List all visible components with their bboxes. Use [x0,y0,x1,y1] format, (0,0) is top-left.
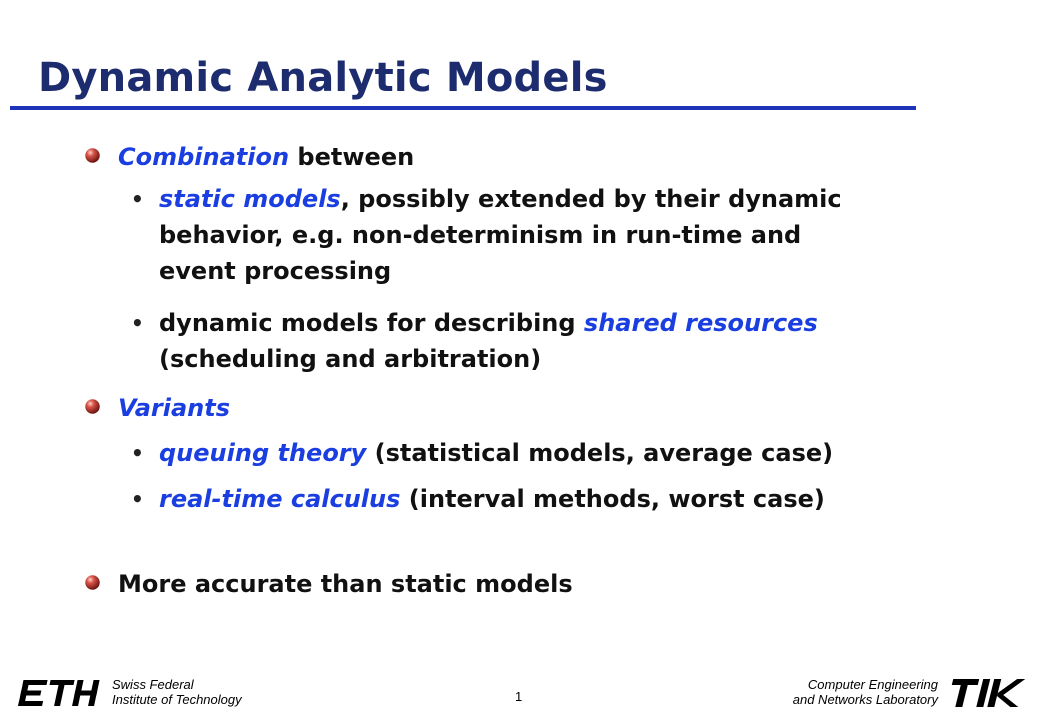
bullet-emphasis: Combination [118,143,290,171]
dot-icon: • [131,487,144,511]
institution-line: Institute of Technology [112,692,242,707]
sub-bullet-line: (scheduling and arbitration) [159,345,542,373]
sub-bullet-emphasis: real-time calculus [159,485,401,513]
sub-bullet-line [159,481,959,517]
sub-bullet-text: , possibly extended by their dynamic [340,185,842,213]
lab-name [793,677,938,707]
sub-bullet-line: event processing [159,257,392,285]
tik-logo [946,676,1028,710]
sub-bullet-emphasis: queuing theory [159,439,367,467]
bullet-variants [118,391,230,425]
sub-bullet-line: behavior, e.g. non-determinism in run-time and [159,221,802,249]
slide-footer [0,668,1040,720]
sub-bullet-static-models [131,181,959,289]
bullet-more-accurate [118,567,573,601]
institution-line: Swiss Federal [112,677,194,692]
bullet-text: between [289,143,415,171]
bullet-text: More accurate than static models [118,570,573,598]
sub-bullet-dynamic-models [131,305,959,377]
red-ball-icon [84,574,101,591]
lab-line: and Networks Laboratory [792,692,938,707]
red-ball-icon [84,147,101,164]
eth-logo [18,678,102,708]
slide-title: Dynamic Analytic Models [38,55,608,101]
sub-bullet-text: (statistical models, average case) [366,439,834,467]
dot-icon: • [131,311,144,335]
sub-bullet-emphasis: static models [159,185,341,213]
institution-name [112,677,242,707]
sub-bullet-real-time-calculus [131,481,959,517]
dot-icon: • [131,187,144,211]
sub-bullet-queuing-theory [131,435,959,471]
sub-bullet-text: dynamic models for describing [159,309,584,337]
lab-line: Computer Engineering [807,677,938,692]
page-number: 1 [515,689,523,704]
sub-bullet-line [159,305,959,341]
red-ball-icon [84,398,101,415]
sub-bullet-line [159,181,959,217]
dot-icon: • [131,441,144,465]
sub-bullet-emphasis: shared resources [583,309,818,337]
bullet-emphasis: Variants [118,394,231,422]
sub-bullet-line [159,435,959,471]
sub-bullet-text: (interval methods, worst case) [400,485,825,513]
bullet-combination [118,140,414,174]
